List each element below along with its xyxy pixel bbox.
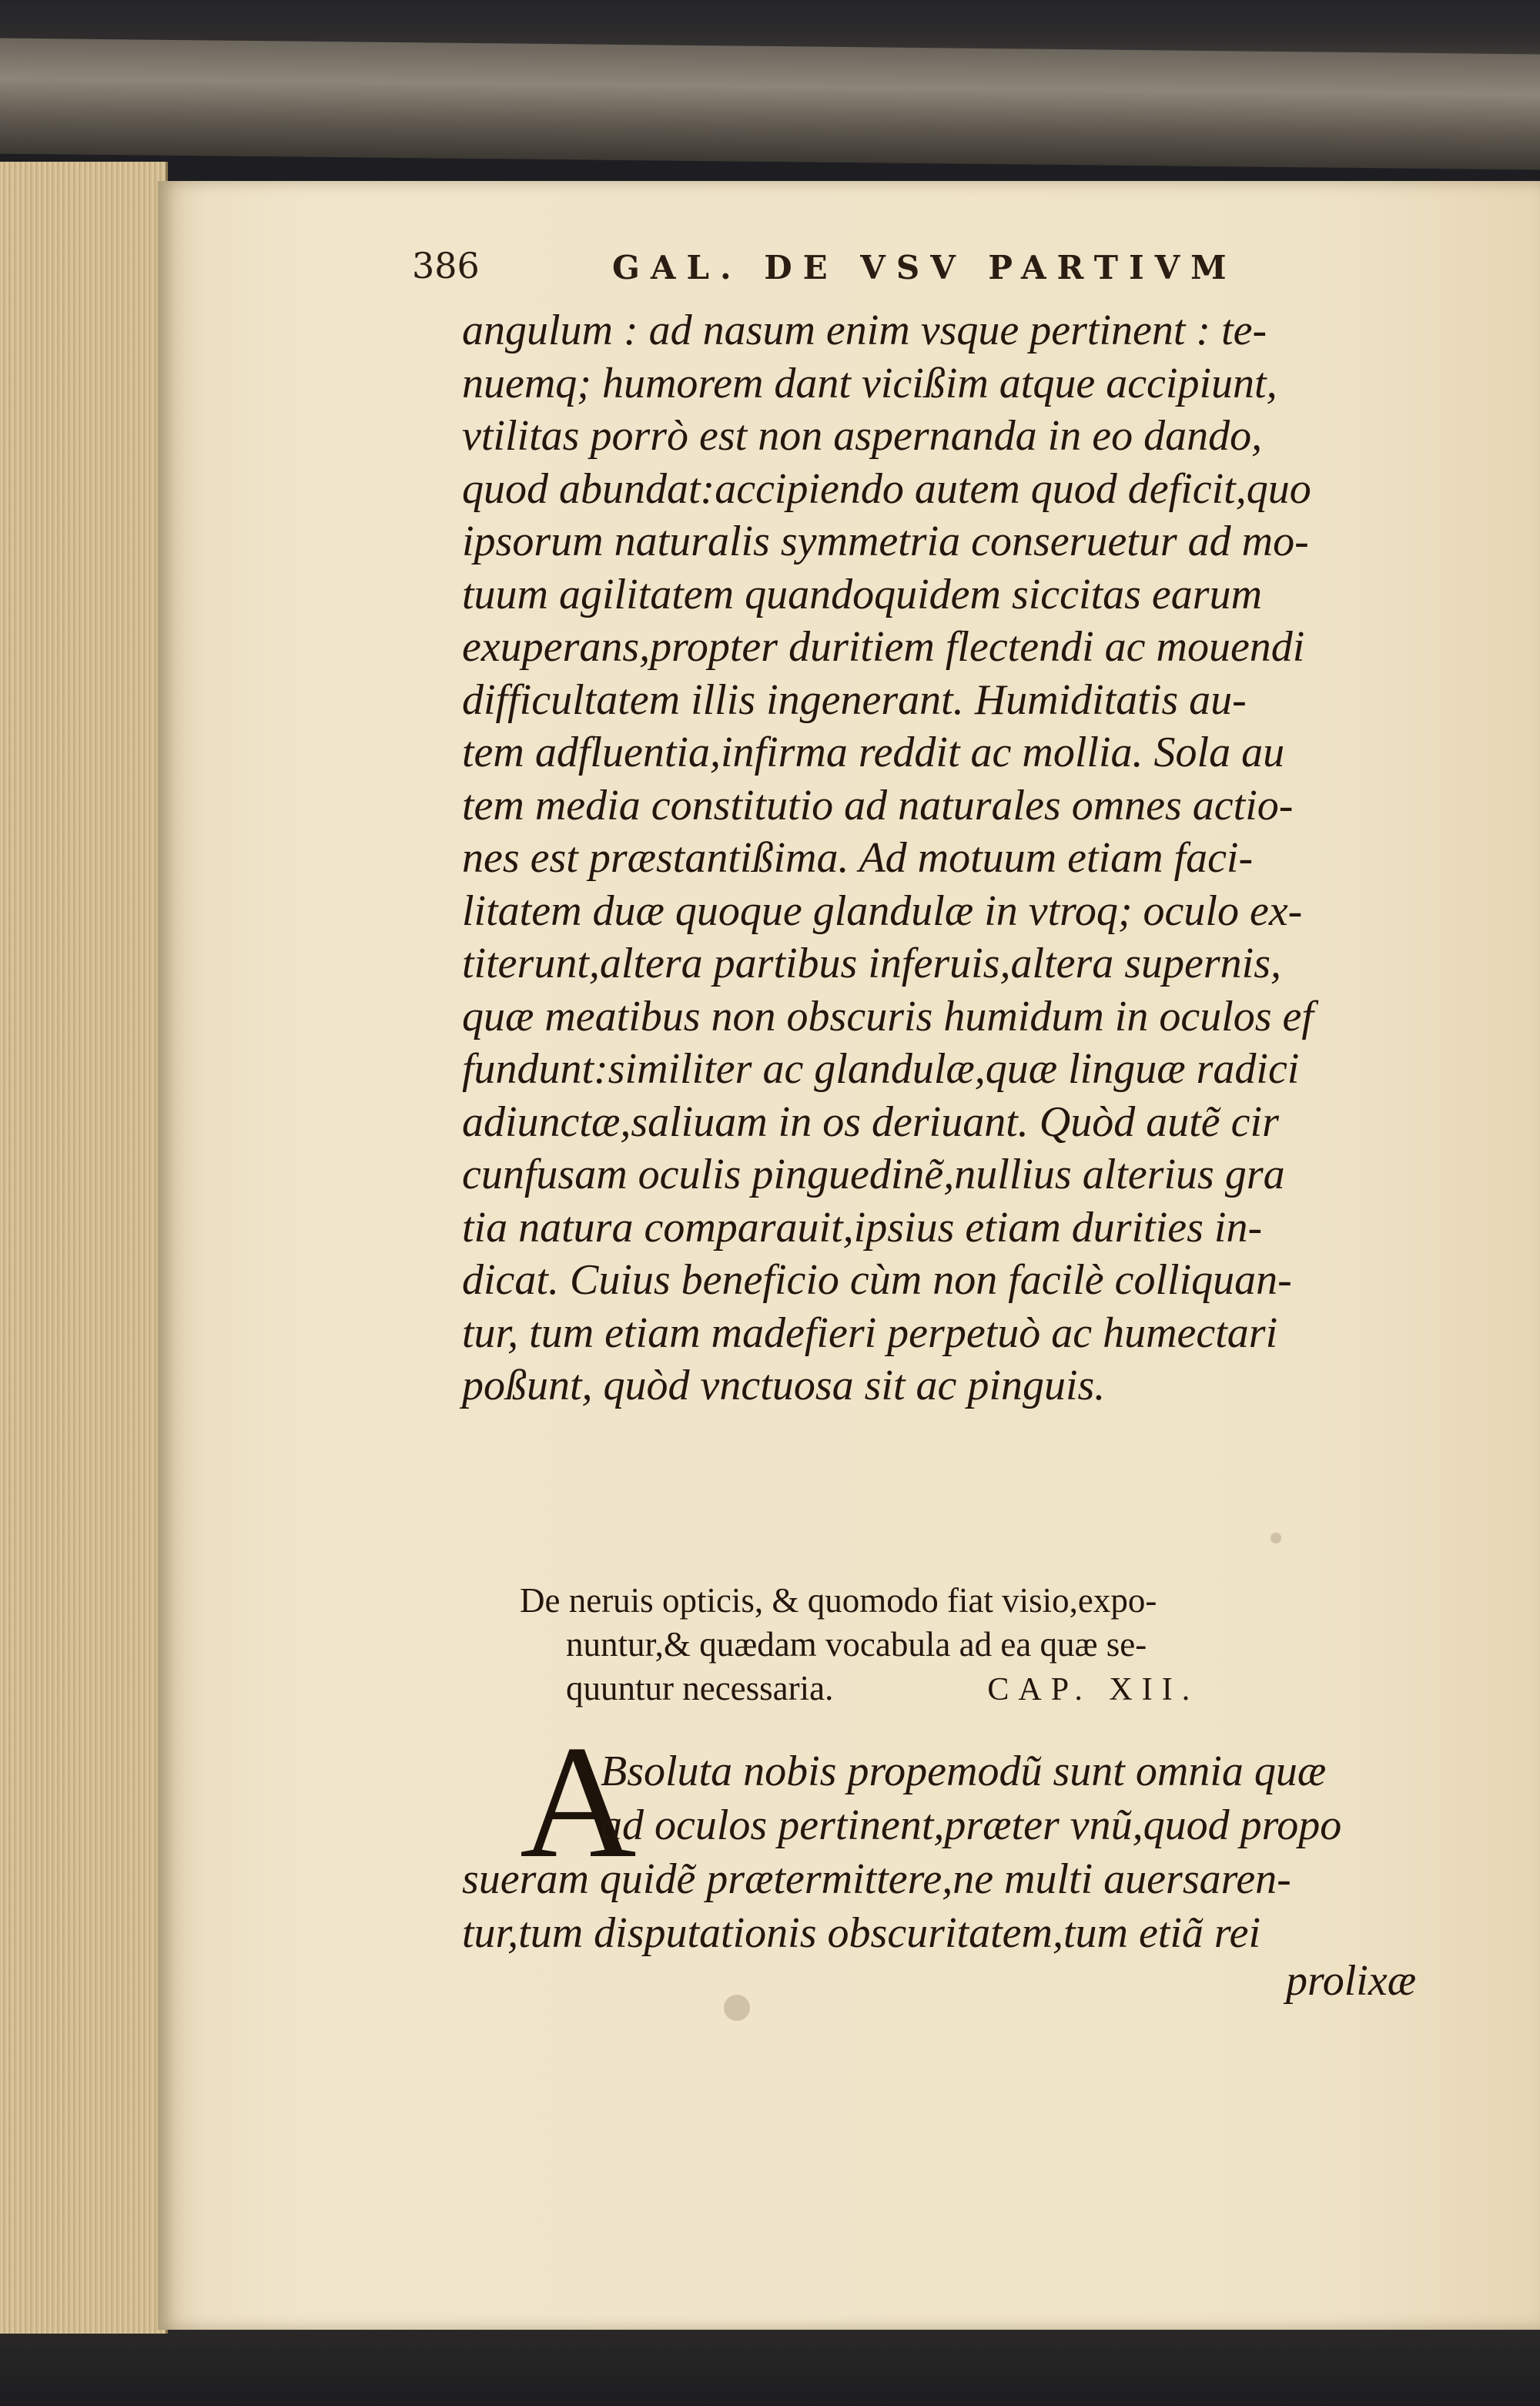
catchword: prolixæ <box>1286 1957 1417 2005</box>
text-line: difficultatem illis ingenerant. Humiditatis au- <box>462 675 1247 724</box>
chapter-text-line: Bsoluta nobis propemodũ sunt omnia quæ <box>601 1748 1327 1795</box>
text-line: quæ meatibus non obscuris humidum in oculos ef <box>462 992 1314 1040</box>
text-line: dicat. Cuius beneficio cùm non facilè colliquan- <box>462 1256 1292 1304</box>
running-head: GAL. DE VSV PARTIVM <box>612 249 1237 287</box>
page-number: 386 <box>412 245 480 287</box>
chapter-heading-line-last <box>520 1667 1444 1712</box>
chapter-text-line: ad oculos pertinent,præter vnũ,quod propo <box>601 1801 1342 1849</box>
text-line: nuemq; humorem dant vicißim atque accipiunt, <box>462 359 1277 407</box>
background-bottom <box>0 2318 1540 2406</box>
text-line: tem media constitutio ad naturales omnes actio- <box>462 781 1294 829</box>
text-line: cunfusam oculis pinguedinẽ,nullius alterius gra <box>462 1151 1285 1198</box>
drop-initial: A <box>520 1713 637 1892</box>
chapter-text-line: tur,tum disputationis obscuritatem,tum etiã rei <box>462 1909 1261 1957</box>
text-line: quod abundat:accipiendo autem quod deficit,quo <box>462 464 1311 513</box>
chapter-heading-line: quuntur necessaria. <box>566 1669 834 1707</box>
text-line: ipsorum naturalis symmetria conseruetur ad mo- <box>462 518 1309 565</box>
page-edges <box>0 162 168 2334</box>
text-line: adiunctæ,saliuam in os deriuant. Quòd autẽ cir <box>462 1097 1279 1146</box>
chapter-heading <box>520 1579 1444 1712</box>
text-line: poßunt, quòd vnctuosa sit ac pinguis. <box>462 1362 1106 1409</box>
text-line: tur, tum etiam madefieri perpetuò ac humectari <box>462 1309 1278 1357</box>
text-line: vtilitas porrò est non aspernanda in eo dando, <box>462 412 1263 460</box>
text-line: litatem duæ quoque glandulæ in vtroq; oculo ex- <box>462 886 1303 935</box>
ink-bleed-mark <box>724 1995 750 2021</box>
text-line: fundunt:similiter ac glandulæ,quæ linguæ radici <box>462 1045 1300 1093</box>
text-line: nes est præstantißima. Ad motuum etiam faci- <box>462 834 1254 882</box>
text-line: angulum : ad nasum enim vsque pertinent : te- <box>462 307 1267 354</box>
text-line: tem adfluentia,infirma reddit ac mollia. Sola au <box>462 729 1285 776</box>
text-line: tia natura comparauit,ipsius etiam durities in- <box>462 1203 1263 1252</box>
text-line: exuperans,propter duritiem flectendi ac mouendi <box>462 623 1305 671</box>
chapter-text <box>462 1744 1448 1960</box>
book-cover-edge <box>0 39 1540 170</box>
page-header <box>412 243 1336 289</box>
chapter-heading-line: nuntur,& quædam vocabula ad ea quæ se- <box>566 1625 1147 1664</box>
text-line: tuum agilitatem quandoquidem siccitas earum <box>462 570 1263 618</box>
chapter-heading-line: De neruis opticis, & quomodo fiat visio,expo- <box>520 1581 1157 1620</box>
text-line: titerunt,altera partibus inferuis,altera supernis, <box>462 940 1282 987</box>
chapter-number: CAP. XII. <box>987 1672 1200 1707</box>
ink-bleed-mark <box>1270 1533 1281 1543</box>
body-text <box>462 304 1432 1412</box>
chapter-text-line: sueram quidẽ prætermittere,ne multi auersaren- <box>462 1855 1291 1903</box>
